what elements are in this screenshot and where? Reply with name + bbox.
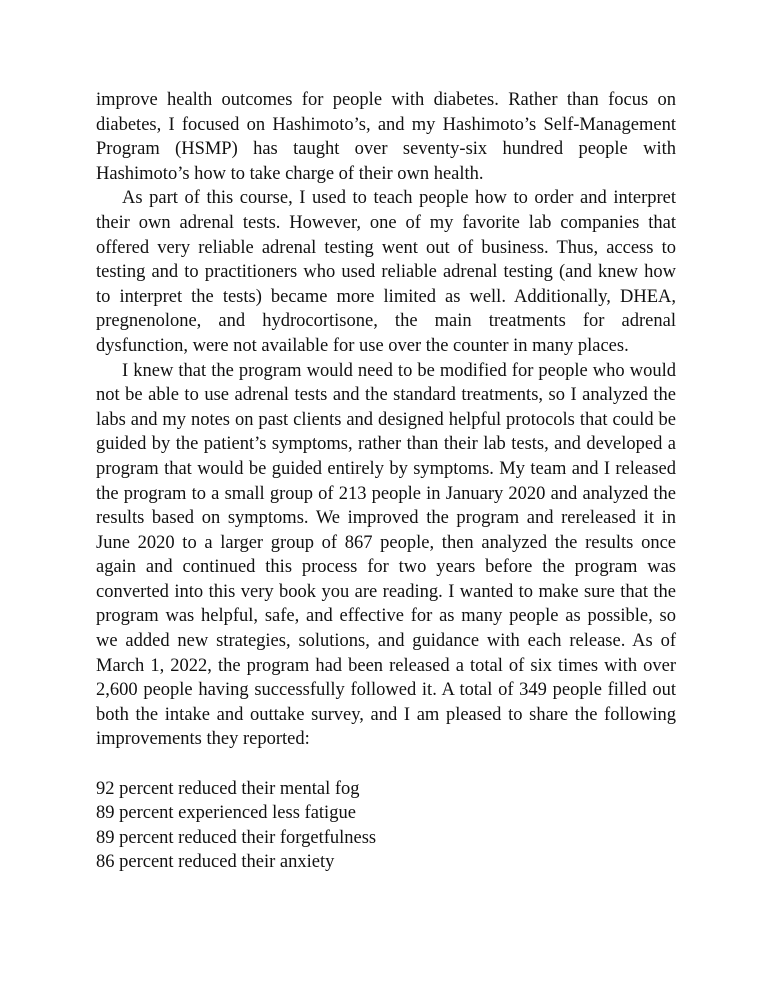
list-item: 92 percent reduced their mental fog xyxy=(96,778,360,799)
list-item: 86 percent reduced their anxiety xyxy=(96,852,335,873)
paragraph-adrenal-testing: As part of this course, I used to teach people how to order and interpret their own adrenal tests. However, one of my favorite lab companies that offered very reliable adrenal testing went out of business. Thus, access to testing and to practitioners who used reliable adrenal testing (and knew how to interpret the tests) became more limited as well. Additionally, DHEA, pregnenolone, and hydrocortisone, the main treatments for adrenal dysfunction, were not available for use over the counter in many places. xyxy=(96,188,676,356)
list-item: 89 percent reduced their forgetfulness xyxy=(96,827,377,848)
paragraph-program-development: I knew that the program would need to be modified for people who would not be able to use adrenal tests and the standard treatments, so I analyzed the labs and my notes on past clients and designed helpful protocols that could be guided by the patient’s symptoms, rather than their lab tests, and developed a program that would be guided entirely by symptoms. My team and I released the program to a small group of 213 people in January 2020 and analyzed the results based on symptoms. We improved the program and rereleased it in June 2020 to a larger group of 867 people, then analyzed the results once again and continued this process for two years before the program was converted into this very book you are reading. I wanted to make sure that the program was helpful, safe, and effective for as many people as possible, so we added new strategies, solutions, and guidance with each release. As of March 1, 2022, the program had been released a total of six times with over 2,600 people having successfully followed it. A total of 349 people filled out both the intake and outtake survey, and I am pleased to share the following improvements they reported: xyxy=(96,360,676,750)
list-item: 89 percent experienced less fatigue xyxy=(96,803,356,824)
book-page xyxy=(96,88,676,875)
improvements-list xyxy=(96,777,676,875)
paragraph-hsmp-intro: improve health outcomes for people with diabetes. Rather than focus on diabetes, I focused on Hashimoto’s, and my Hashimoto’s Self-Management Program (HSMP) has taught over seventy-six hundred people with Hashimoto’s how to take charge of their own health. xyxy=(96,90,676,184)
